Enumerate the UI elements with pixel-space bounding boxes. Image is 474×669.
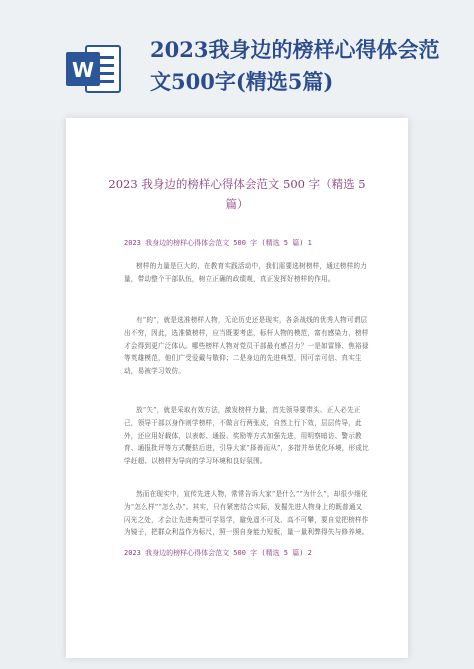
paragraph-1: 榜样的力量是巨大的，在教育实践活动中，我们需要选树榜样，通过榜样的力量，带动整个干部队伍，树立正确的政绩观，真正发挥好榜样的作用。 [124, 262, 367, 283]
paragraph-4: 然而在现实中，宣传先进人物，常常告诉大家“是什么”“为什么”，却很少细化为“怎么样”“怎么办”。其实，只有紧密结合实际，发掘先进人物身上的既普通又闪光之处，才会让先进典型可学易学，避免遥不可及、高不可攀，要自觉把榜样作为镜子，把群众利益作为标尺，照一照自身能力短板，量一量利弊得失与修养境。 [124, 490, 369, 537]
paragraph-2: 有“的”，就是选准榜样人物，无论历史还是现实，各条战线的优秀人物可谓层出不穷，因此，选准做榜样，应当既要考虑，标杆人物的模范，富有感染力，榜样才会得到更广泛体认。哪些榜样人物对党员干部最有感召力？一是如雷锋、焦裕禄等英雄模范，他们广受爱戴与敬仰；二是身边的先进典型，因可亲可信、真实生动，易被学习效仿。 [124, 316, 369, 376]
document-title: 2023 我身边的榜样心得体会范文 500 字（精选 5 篇） [108, 177, 366, 211]
word-document-icon [66, 44, 122, 94]
svg-text:W: W [71, 58, 95, 82]
page-title: 2023我身边的榜样心得体会范文500字(精选5篇) [150, 37, 440, 94]
document-page [66, 118, 408, 658]
page-header [0, 0, 474, 120]
section-heading-1: 2023 我身边的榜样心得体会范文 500 字 (精选 5 篇) 1 [124, 239, 312, 247]
section-heading-2: 2023 我身边的榜样心得体会范文 500 字 (精选 5 篇) 2 [124, 549, 312, 557]
paragraph-3: 放“矢”，就是采取有效方法，激发榜样力量，首先领导要带头、正人必先正己，领导干部以身作则学榜样，不做言行两张皮，自然上行下效，层层传导，此外，还应用好载体，以表彰、通报、奖励等方式加强先进，用明察暗访、警示教育、通报批评等方式鞭挞后进，引导大家“择善而从”，多措并举优化环境，形成比学赶超、以榜样为导向的学习环境和良好氛围。 [124, 406, 369, 466]
